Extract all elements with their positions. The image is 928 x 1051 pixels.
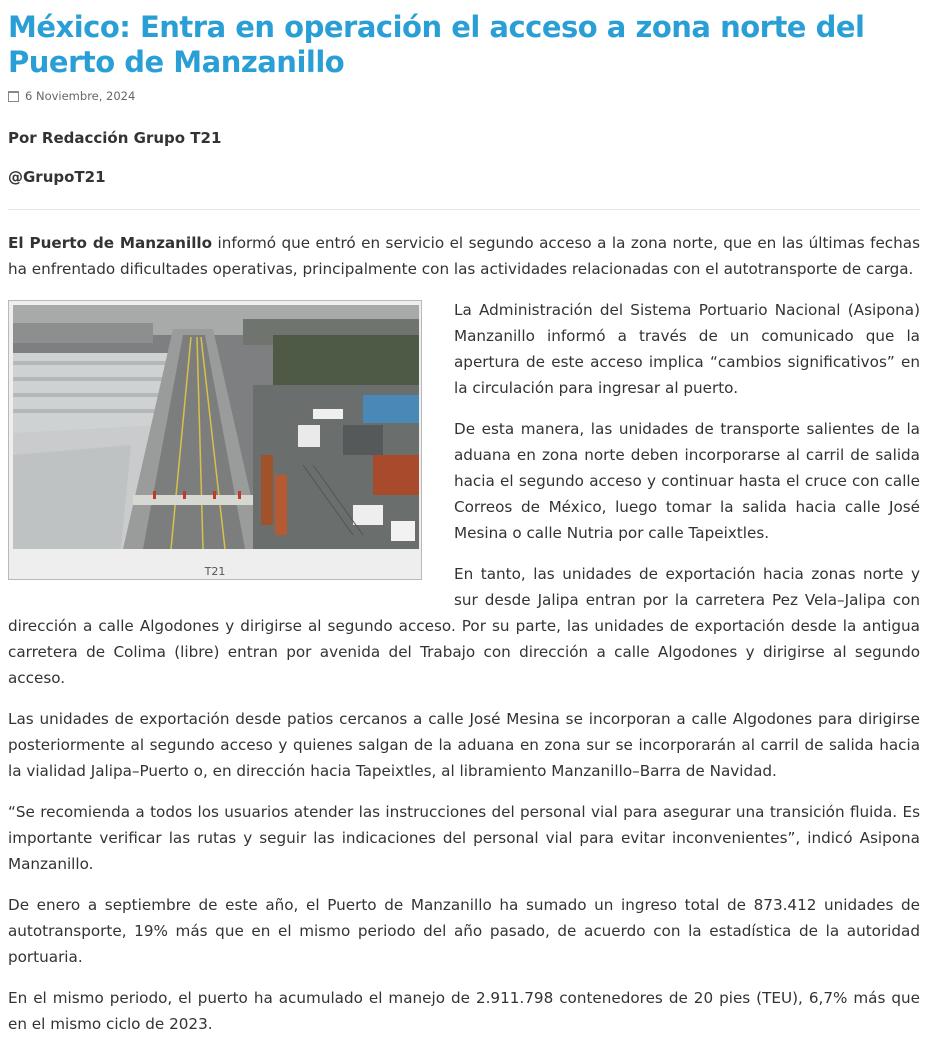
figure-caption: T21 bbox=[204, 565, 226, 578]
paragraph-4: En tanto, las unidades de exportación hacia zonas norte y sur desde Jalipa entran por la carretera Pez Vela–Jalipa con dirección a calle Algodones y dirigirse al segundo acceso. Por su parte, las unidades de exportación desde la antigua carretera de Colima (libre) entran por avenida del Trabajo con dirección a calle Algodones y dirigirse al segundo acceso. bbox=[8, 565, 920, 687]
lead-rest: informó que entró en servicio el segundo acceso a la zona norte, que en las últimas fechas ha enfrentado dificultades operativas, principalmente con las actividades relacionadas con el autotransporte de carga. bbox=[8, 234, 920, 278]
calendar-icon bbox=[8, 91, 19, 102]
paragraph-1 bbox=[8, 230, 920, 282]
article-meta bbox=[8, 89, 920, 103]
paragraph-2: La Administración del Sistema Portuario Nacional (Asipona) Manzanillo informó a través de un comunicado que la apertura de este acceso implica “cambios significativos” en la circulación para ingresar al puerto. bbox=[454, 301, 920, 397]
article-figure bbox=[8, 300, 422, 580]
paragraph-5: Las unidades de exportación desde patios cercanos a calle José Mesina se incorporan a calle Algodones para dirigirse posteriormente al segundo acceso y quienes salgan de la aduana en zona sur se incorporarán al carril de salida hacia la vialidad Jalipa–Puerto o, en dirección hacia Tapeixtles, al libramiento Manzanillo–Barra de Navidad. bbox=[8, 710, 920, 780]
lead-strong: El Puerto de Manzanillo bbox=[8, 234, 213, 252]
divider bbox=[8, 209, 920, 210]
author-byline: Por Redacción Grupo T21 bbox=[8, 129, 222, 147]
paragraph-8: En el mismo periodo, el puerto ha acumulado el manejo de 2.911.798 contenedores de 20 pies (TEU), 6,7% más que en el mismo ciclo de 2023. bbox=[8, 989, 920, 1033]
article bbox=[8, 10, 920, 1037]
paragraph-7: De enero a septiembre de este año, el Puerto de Manzanillo ha sumado un ingreso total de 873.412 unidades de autotransporte, 19% más que en el mismo periodo del año pasado, de acuerdo con la estadística de la autoridad portuaria. bbox=[8, 896, 920, 966]
paragraph-6: “Se recomienda a todos los usuarios atender las instrucciones del personal vial para asegurar una transición fluida. Es importante verificar las rutas y seguir las indicaciones del personal vial para evitar inconvenientes”, indicó Asipona Manzanillo. bbox=[8, 803, 920, 873]
article-body bbox=[8, 230, 920, 1037]
twitter-handle[interactable]: @GrupoT21 bbox=[8, 168, 106, 186]
port-access-photo bbox=[13, 305, 419, 549]
article-title: México: Entra en operación el acceso a zona norte del Puerto de Manzanillo bbox=[8, 10, 865, 79]
paragraph-3: De esta manera, las unidades de transporte salientes de la aduana en zona norte deben incorporarse al carril de salida hacia el segundo acceso y continuar hasta el cruce con calle Correos de México, luego tomar la salida hacia calle José Mesina o calle Nutria por calle Tapeixtles. bbox=[454, 420, 920, 542]
publish-date: 6 Noviembre, 2024 bbox=[25, 89, 136, 103]
